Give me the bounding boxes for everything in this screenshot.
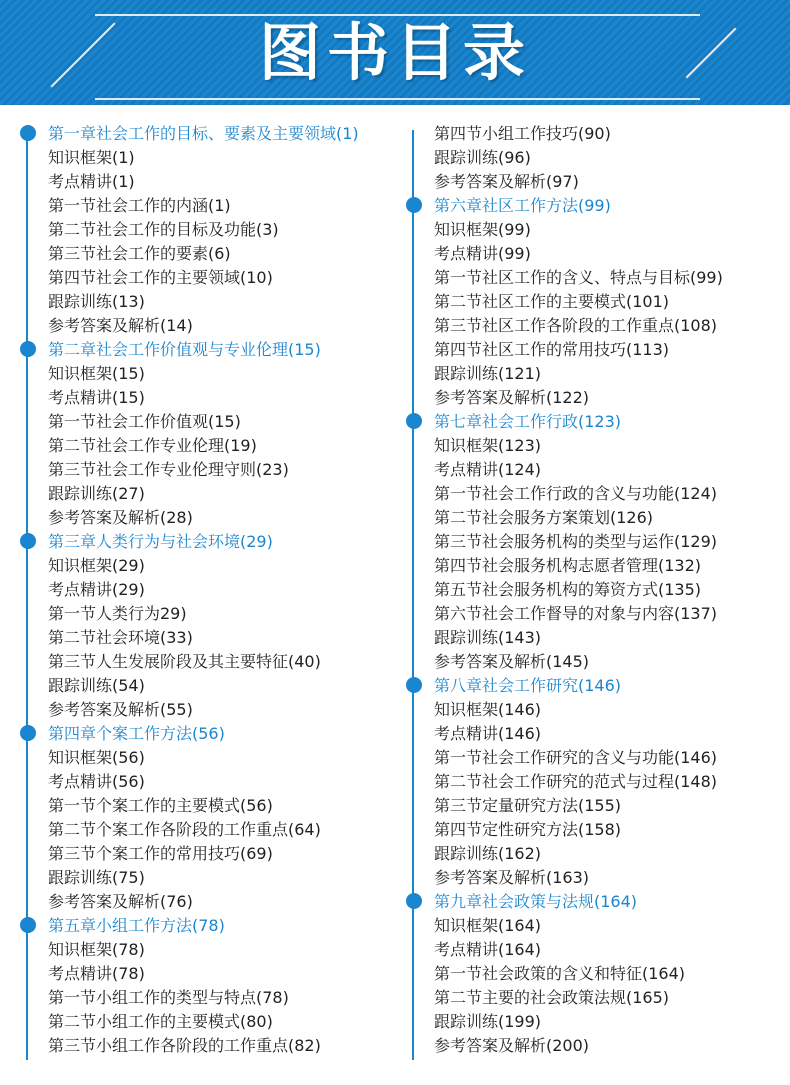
toc-entry	[48, 602, 402, 626]
toc-entry	[434, 962, 778, 986]
toc-entry-label: 跟踪训练(143)	[434, 628, 542, 647]
toc-column-left	[22, 122, 402, 1058]
toc-entry-label: 知识框架(123)	[434, 436, 542, 455]
toc-entry-label: 第二节社会服务方案策划(126)	[434, 508, 654, 527]
toc-entry-label: 第一节个案工作的主要模式(56)	[48, 796, 273, 815]
page-title: 图书目录	[258, 16, 531, 89]
toc-entry	[48, 1010, 402, 1034]
toc-entry-label: 跟踪训练(96)	[434, 148, 531, 167]
toc-column-right	[408, 122, 778, 1058]
toc-chapter-heading	[48, 530, 402, 554]
toc-entry	[434, 314, 778, 338]
toc-entry-label: 第五节社会服务机构的筹资方式(135)	[434, 580, 702, 599]
toc-entry-label: 考点精讲(124)	[434, 460, 542, 479]
toc-entry-label: 第一节社会工作行政的含义与功能(124)	[434, 484, 718, 503]
toc-entry-label: 考点精讲(56)	[48, 772, 145, 791]
toc-entry-label: 第二章社会工作价值观与专业伦理(15)	[48, 340, 321, 359]
toc-entry	[48, 290, 402, 314]
toc-entry	[48, 170, 402, 194]
toc-entry	[434, 482, 778, 506]
toc-entry-label: 第二节主要的社会政策法规(165)	[434, 988, 670, 1007]
toc-entry	[434, 818, 778, 842]
toc-entry-label: 知识框架(78)	[48, 940, 145, 959]
toc-entry	[434, 290, 778, 314]
toc-entry-label: 跟踪训练(13)	[48, 292, 145, 311]
toc-entry	[48, 482, 402, 506]
chapter-bullet-icon	[406, 413, 422, 429]
toc-entry-label: 第二节社会工作研究的范式与过程(148)	[434, 772, 718, 791]
toc-entry	[48, 146, 402, 170]
toc-entry	[48, 818, 402, 842]
toc-entry	[48, 794, 402, 818]
chapter-bullet-icon	[20, 341, 36, 357]
toc-entry-label: 考点精讲(1)	[48, 172, 135, 191]
toc-entry	[48, 218, 402, 242]
toc-entry-label: 第一章社会工作的目标、要素及主要领域(1)	[48, 124, 359, 143]
toc-entry	[434, 770, 778, 794]
chapter-bullet-icon	[20, 125, 36, 141]
toc-entry-label: 参考答案及解析(28)	[48, 508, 193, 527]
chapter-bullet-icon	[20, 533, 36, 549]
chapter-bullet-icon	[406, 677, 422, 693]
toc-chapter-heading	[434, 410, 778, 434]
toc-entry-label: 考点精讲(15)	[48, 388, 145, 407]
toc-entry-label: 第四节社区工作的常用技巧(113)	[434, 340, 670, 359]
toc-entry-label: 跟踪训练(54)	[48, 676, 145, 695]
toc-entry	[48, 194, 402, 218]
toc-entry-label: 第三节社区工作各阶段的工作重点(108)	[434, 316, 718, 335]
toc-entry-label: 参考答案及解析(122)	[434, 388, 590, 407]
toc-entry-label: 第三节小组工作各阶段的工作重点(82)	[48, 1036, 321, 1055]
toc-entry-label: 第三章人类行为与社会环境(29)	[48, 532, 273, 551]
toc-entry	[48, 386, 402, 410]
toc-entry	[434, 602, 778, 626]
chapter-bullet-icon	[406, 197, 422, 213]
toc-list-right	[408, 122, 778, 1058]
toc-chapter-heading	[434, 194, 778, 218]
toc-entry	[434, 458, 778, 482]
toc-entry	[434, 698, 778, 722]
toc-entry	[434, 506, 778, 530]
toc-entry-label: 第四节社会服务机构志愿者管理(132)	[434, 556, 702, 575]
toc-entry-label: 跟踪训练(75)	[48, 868, 145, 887]
toc-entry	[48, 1034, 402, 1058]
toc-entry	[48, 650, 402, 674]
toc-entry	[48, 242, 402, 266]
toc-entry-label: 考点精讲(146)	[434, 724, 542, 743]
toc-entry-label: 参考答案及解析(97)	[434, 172, 579, 191]
toc-entry-label: 考点精讲(29)	[48, 580, 145, 599]
toc-entry-label: 第八章社会工作研究(146)	[434, 676, 622, 695]
toc-entry	[434, 986, 778, 1010]
toc-entry	[434, 122, 778, 146]
chapter-bullet-icon	[20, 725, 36, 741]
toc-entry	[434, 650, 778, 674]
toc-entry-label: 考点精讲(164)	[434, 940, 542, 959]
toc-entry-label: 第二节小组工作的主要模式(80)	[48, 1012, 273, 1031]
toc-entry-label: 考点精讲(99)	[434, 244, 531, 263]
toc-entry-label: 参考答案及解析(76)	[48, 892, 193, 911]
toc-entry-label: 参考答案及解析(14)	[48, 316, 193, 335]
toc-entry-label: 知识框架(146)	[434, 700, 542, 719]
toc-entry-label: 第三节定量研究方法(155)	[434, 796, 622, 815]
toc-entry-label: 第四章个案工作方法(56)	[48, 724, 225, 743]
toc-entry	[48, 410, 402, 434]
toc-entry-label: 第一节社会工作的内涵(1)	[48, 196, 231, 215]
toc-entry-label: 第一节人类行为29)	[48, 604, 187, 623]
toc-entry	[48, 674, 402, 698]
toc-entry	[48, 962, 402, 986]
toc-entry-label: 第七章社会工作行政(123)	[434, 412, 622, 431]
toc-entry-label: 第三节社会服务机构的类型与运作(129)	[434, 532, 718, 551]
toc-entry	[48, 746, 402, 770]
toc-entry	[434, 794, 778, 818]
toc-entry	[434, 842, 778, 866]
toc-entry	[434, 530, 778, 554]
toc-entry-label: 知识框架(15)	[48, 364, 145, 383]
toc-entry	[48, 938, 402, 962]
chapter-bullet-icon	[20, 917, 36, 933]
title-banner	[0, 0, 790, 105]
toc-entry-label: 第一节社会工作研究的含义与功能(146)	[434, 748, 718, 767]
toc-entry-label: 第二节社会工作的目标及功能(3)	[48, 220, 279, 239]
chapter-bullet-icon	[406, 893, 422, 909]
toc-entry-label: 第三节社会工作的要素(6)	[48, 244, 231, 263]
toc-entry	[48, 866, 402, 890]
toc-entry-label: 第二节社会环境(33)	[48, 628, 193, 647]
toc-entry	[434, 722, 778, 746]
toc-entry	[434, 626, 778, 650]
toc-entry-label: 跟踪训练(199)	[434, 1012, 542, 1031]
toc-chapter-heading	[48, 722, 402, 746]
toc-entry-label: 参考答案及解析(55)	[48, 700, 193, 719]
toc-entry-label: 第一节小组工作的类型与特点(78)	[48, 988, 289, 1007]
toc-entry	[434, 578, 778, 602]
toc-chapter-heading	[434, 890, 778, 914]
toc-entry	[434, 266, 778, 290]
toc-entry-label: 知识框架(164)	[434, 916, 542, 935]
toc-entry	[434, 434, 778, 458]
toc-list-left	[22, 122, 402, 1058]
toc-entry	[434, 866, 778, 890]
toc-entry-label: 第六章社区工作方法(99)	[434, 196, 611, 215]
toc-entry	[434, 1034, 778, 1058]
toc-entry	[434, 170, 778, 194]
toc-chapter-heading	[48, 914, 402, 938]
toc-entry-label: 第三节个案工作的常用技巧(69)	[48, 844, 273, 863]
toc-entry-label: 知识框架(56)	[48, 748, 145, 767]
toc-entry-label: 第四节定性研究方法(158)	[434, 820, 622, 839]
toc-entry	[48, 842, 402, 866]
toc-entry	[434, 362, 778, 386]
toc-entry-label: 第四节社会工作的主要领域(10)	[48, 268, 273, 287]
toc-entry-label: 第五章小组工作方法(78)	[48, 916, 225, 935]
toc-entry-label: 第二节个案工作各阶段的工作重点(64)	[48, 820, 321, 839]
toc-entry-label: 第六节社会工作督导的对象与内容(137)	[434, 604, 718, 623]
toc-entry-label: 第三节人生发展阶段及其主要特征(40)	[48, 652, 321, 671]
toc-entry	[434, 914, 778, 938]
toc-entry-label: 知识框架(99)	[434, 220, 531, 239]
toc-entry-label: 第一节社区工作的含义、特点与目标(99)	[434, 268, 723, 287]
toc-entry	[434, 218, 778, 242]
toc-entry	[434, 554, 778, 578]
toc-entry	[434, 242, 778, 266]
toc-entry	[48, 458, 402, 482]
toc-entry-label: 跟踪训练(121)	[434, 364, 542, 383]
toc-entry	[48, 314, 402, 338]
toc-entry	[48, 506, 402, 530]
toc-entry	[48, 434, 402, 458]
toc-entry-label: 跟踪训练(162)	[434, 844, 542, 863]
toc-entry-label: 考点精讲(78)	[48, 964, 145, 983]
toc-entry	[434, 338, 778, 362]
toc-entry	[48, 554, 402, 578]
toc-chapter-heading	[48, 338, 402, 362]
toc-entry	[48, 266, 402, 290]
toc-entry-label: 第二节社区工作的主要模式(101)	[434, 292, 670, 311]
toc-entry	[48, 626, 402, 650]
toc-entry-label: 第九章社会政策与法规(164)	[434, 892, 638, 911]
toc-chapter-heading	[48, 122, 402, 146]
toc-entry	[48, 362, 402, 386]
toc-entry	[48, 578, 402, 602]
toc-entry-label: 第一节社会政策的含义和特征(164)	[434, 964, 686, 983]
toc-entry	[48, 698, 402, 722]
toc-entry-label: 知识框架(29)	[48, 556, 145, 575]
toc-entry	[48, 986, 402, 1010]
toc-entry-label: 参考答案及解析(200)	[434, 1036, 590, 1055]
toc-entry-label: 参考答案及解析(145)	[434, 652, 590, 671]
toc-entry-label: 跟踪训练(27)	[48, 484, 145, 503]
toc-entry-label: 第三节社会工作专业伦理守则(23)	[48, 460, 289, 479]
toc-entry	[48, 770, 402, 794]
toc-chapter-heading	[434, 674, 778, 698]
toc-entry	[434, 146, 778, 170]
toc-entry	[434, 938, 778, 962]
toc-entry-label: 参考答案及解析(163)	[434, 868, 590, 887]
toc-entry-label: 知识框架(1)	[48, 148, 135, 167]
toc-entry	[48, 890, 402, 914]
toc-entry-label: 第一节社会工作价值观(15)	[48, 412, 241, 431]
toc-entry	[434, 1010, 778, 1034]
toc-entry	[434, 386, 778, 410]
toc-entry-label: 第四节小组工作技巧(90)	[434, 124, 611, 143]
toc-entry-label: 第二节社会工作专业伦理(19)	[48, 436, 257, 455]
toc-entry	[434, 746, 778, 770]
